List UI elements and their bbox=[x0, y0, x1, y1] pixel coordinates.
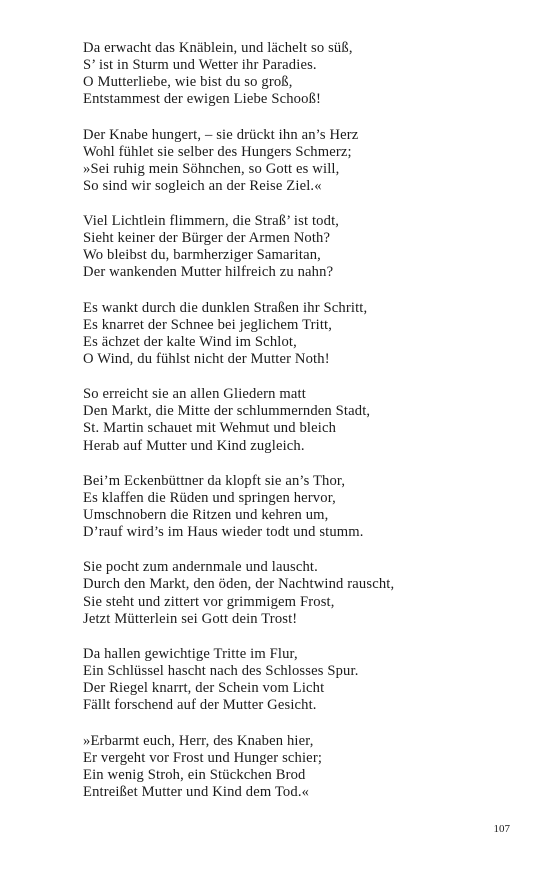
poem-line: »Sei ruhig mein Söhnchen, so Gott es will, bbox=[83, 160, 340, 177]
poem-line: Sieht keiner der Bürger der Armen Noth? bbox=[83, 230, 331, 247]
poem-line: Durch den Markt, den öden, der Nachtwind rauscht, bbox=[83, 576, 395, 593]
poem-line: Entstammest der ewigen Liebe Schooß! bbox=[83, 91, 322, 108]
stanza-6 bbox=[83, 473, 523, 541]
poem-line: Ein Schlüssel hascht nach des Schlosses Spur. bbox=[83, 663, 359, 680]
poem-line: Wo bleibst du, barmherziger Samaritan, bbox=[83, 247, 321, 264]
stanza-7 bbox=[83, 559, 523, 627]
poem-line: »Erbarmt euch, Herr, des Knaben hier, bbox=[83, 732, 314, 749]
poem-line: Jetzt Mütterlein sei Gott dein Trost! bbox=[83, 610, 298, 627]
poem-line: O Wind, du fühlst nicht der Mutter Noth! bbox=[83, 350, 330, 367]
poem-line: Es klaffen die Rüden und springen hervor, bbox=[83, 489, 336, 506]
poem-line: Herab auf Mutter und Kind zugleich. bbox=[83, 437, 305, 454]
poem-line: Der wankenden Mutter hilfreich zu nahn? bbox=[83, 264, 334, 281]
stanza-4 bbox=[83, 300, 523, 368]
poem-line: Da erwacht das Knäblein, und lächelt so süß, bbox=[83, 40, 353, 56]
stanza-3 bbox=[83, 213, 523, 281]
poem-line: Umschnobern die Ritzen und kehren um, bbox=[83, 507, 329, 523]
poem-line: Den Markt, die Mitte der schlummernden Stadt, bbox=[83, 403, 371, 420]
poem-line: St. Martin schauet mit Wehmut und bleich bbox=[83, 420, 337, 437]
poem-line: So sind wir sogleich an der Reise Ziel.« bbox=[83, 177, 322, 194]
poem-line: Der Knabe hungert, – sie drückt ihn an’s Herz bbox=[83, 126, 359, 143]
stanza-8 bbox=[83, 646, 523, 714]
poem-line: Es wankt durch die dunklen Straßen ihr Schritt, bbox=[83, 299, 368, 316]
stanza-1 bbox=[83, 40, 523, 108]
stanza-2 bbox=[83, 127, 523, 195]
stanza-9 bbox=[83, 733, 523, 801]
poem-line: Da hallen gewichtige Tritte im Flur, bbox=[83, 645, 298, 662]
poem-line: Der Riegel knarrt, der Schein vom Licht bbox=[83, 680, 325, 697]
poem-line: Sie pocht zum andernmale und lauscht. bbox=[83, 559, 318, 576]
poem-line: So erreicht sie an allen Gliedern matt bbox=[83, 386, 306, 403]
poem-line: S’ ist in Sturm und Wetter ihr Paradies. bbox=[83, 57, 317, 74]
poem-line: D’rauf wird’s im Haus wieder todt und stumm. bbox=[83, 524, 364, 541]
poem-line: O Mutterliebe, wie bist du so groß, bbox=[83, 74, 293, 91]
poem-line: Es knarret der Schnee bei jeglichem Tritt, bbox=[83, 316, 333, 333]
poem-text bbox=[83, 40, 523, 819]
poem-line: Ein wenig Stroh, ein Stückchen Brod bbox=[83, 766, 306, 783]
page-number: 107 bbox=[493, 823, 510, 835]
poem-line: Sie steht und zittert vor grimmigem Frost, bbox=[83, 593, 335, 610]
stanza-5 bbox=[83, 386, 523, 454]
poem-line: Wohl fühlet sie selber des Hungers Schmerz; bbox=[83, 143, 352, 160]
poem-line: Bei’m Eckenbüttner da klopft sie an’s Thor, bbox=[83, 472, 346, 489]
poem-line: Entreißet Mutter und Kind dem Tod.« bbox=[83, 783, 310, 800]
poem-line: Es ächzet der kalte Wind im Schlot, bbox=[83, 333, 297, 350]
poem-line: Viel Lichtlein flimmern, die Straß’ ist todt, bbox=[83, 213, 340, 230]
poem-line: Fällt forschend auf der Mutter Gesicht. bbox=[83, 697, 317, 714]
poem-line: Er vergeht vor Frost und Hunger schier; bbox=[83, 749, 323, 766]
